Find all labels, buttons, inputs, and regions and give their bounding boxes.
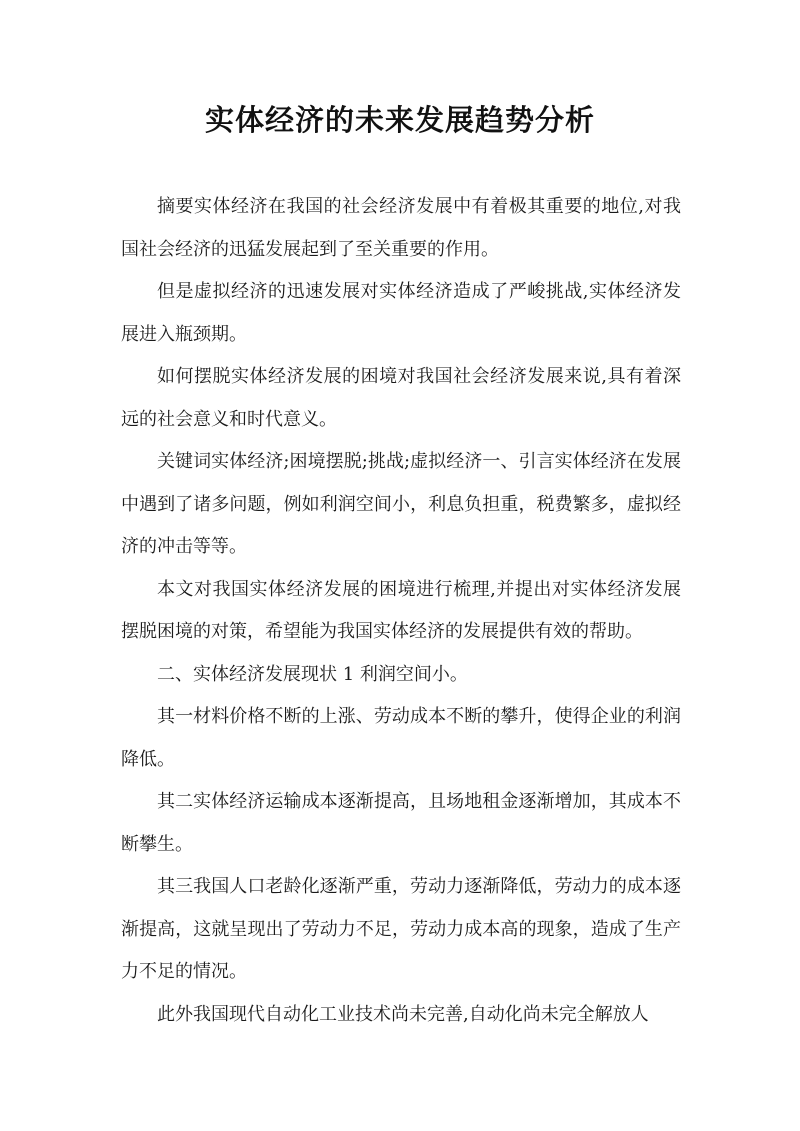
paragraph-third-labor: 其三我国人口老龄化逐渐严重，劳动力逐渐降低，劳动力的成本逐渐提高，这就呈现出了劳动力不足，劳动力成本高的现象，造成了生产力不足的情况。 [121, 876, 681, 982]
section-heading-status: 二、实体经济发展现状 1 利润空间小。 [157, 663, 468, 685]
paragraph-keywords-intro: 关键词实体经济;困境摆脱;挑战;虚拟经济一、引言实体经济在发展中遇到了诸多问题，例如利润空间小，利息负担重，税费繁多，虚拟经济的冲击等等。 [121, 451, 681, 557]
paragraph-automation: 此外我国现代自动化工业技术尚未完善,自动化尚未完全解放人 [157, 1003, 649, 1025]
paragraph-challenge: 但是虚拟经济的迅速发展对实体经济造成了严峻挑战,实体经济发展进入瓶颈期。 [121, 281, 681, 345]
paragraph-first-cost: 其一材料价格不断的上涨、劳动成本不断的攀升，使得企业的利润降低。 [121, 706, 681, 770]
document-body [121, 186, 681, 1036]
paragraph-second-cost: 其二实体经济运输成本逐渐提高，且场地租金逐渐增加，其成本不断攀生。 [121, 791, 681, 855]
paragraph-abstract: 摘要实体经济在我国的社会经济发展中有着极其重要的地位,对我国社会经济的迅猛发展起到了至关重要的作用。 [121, 196, 681, 260]
paragraph-purpose: 本文对我国实体经济发展的困境进行梳理,并提出对实体经济发展摆脱困境的对策，希望能为我国实体经济的发展提供有效的帮助。 [121, 578, 681, 642]
paragraph-significance: 如何摆脱实体经济发展的困境对我国社会经济发展来说,具有着深远的社会意义和时代意义。 [121, 366, 681, 430]
document-title: 实体经济的未来发展趋势分析 [204, 103, 595, 137]
